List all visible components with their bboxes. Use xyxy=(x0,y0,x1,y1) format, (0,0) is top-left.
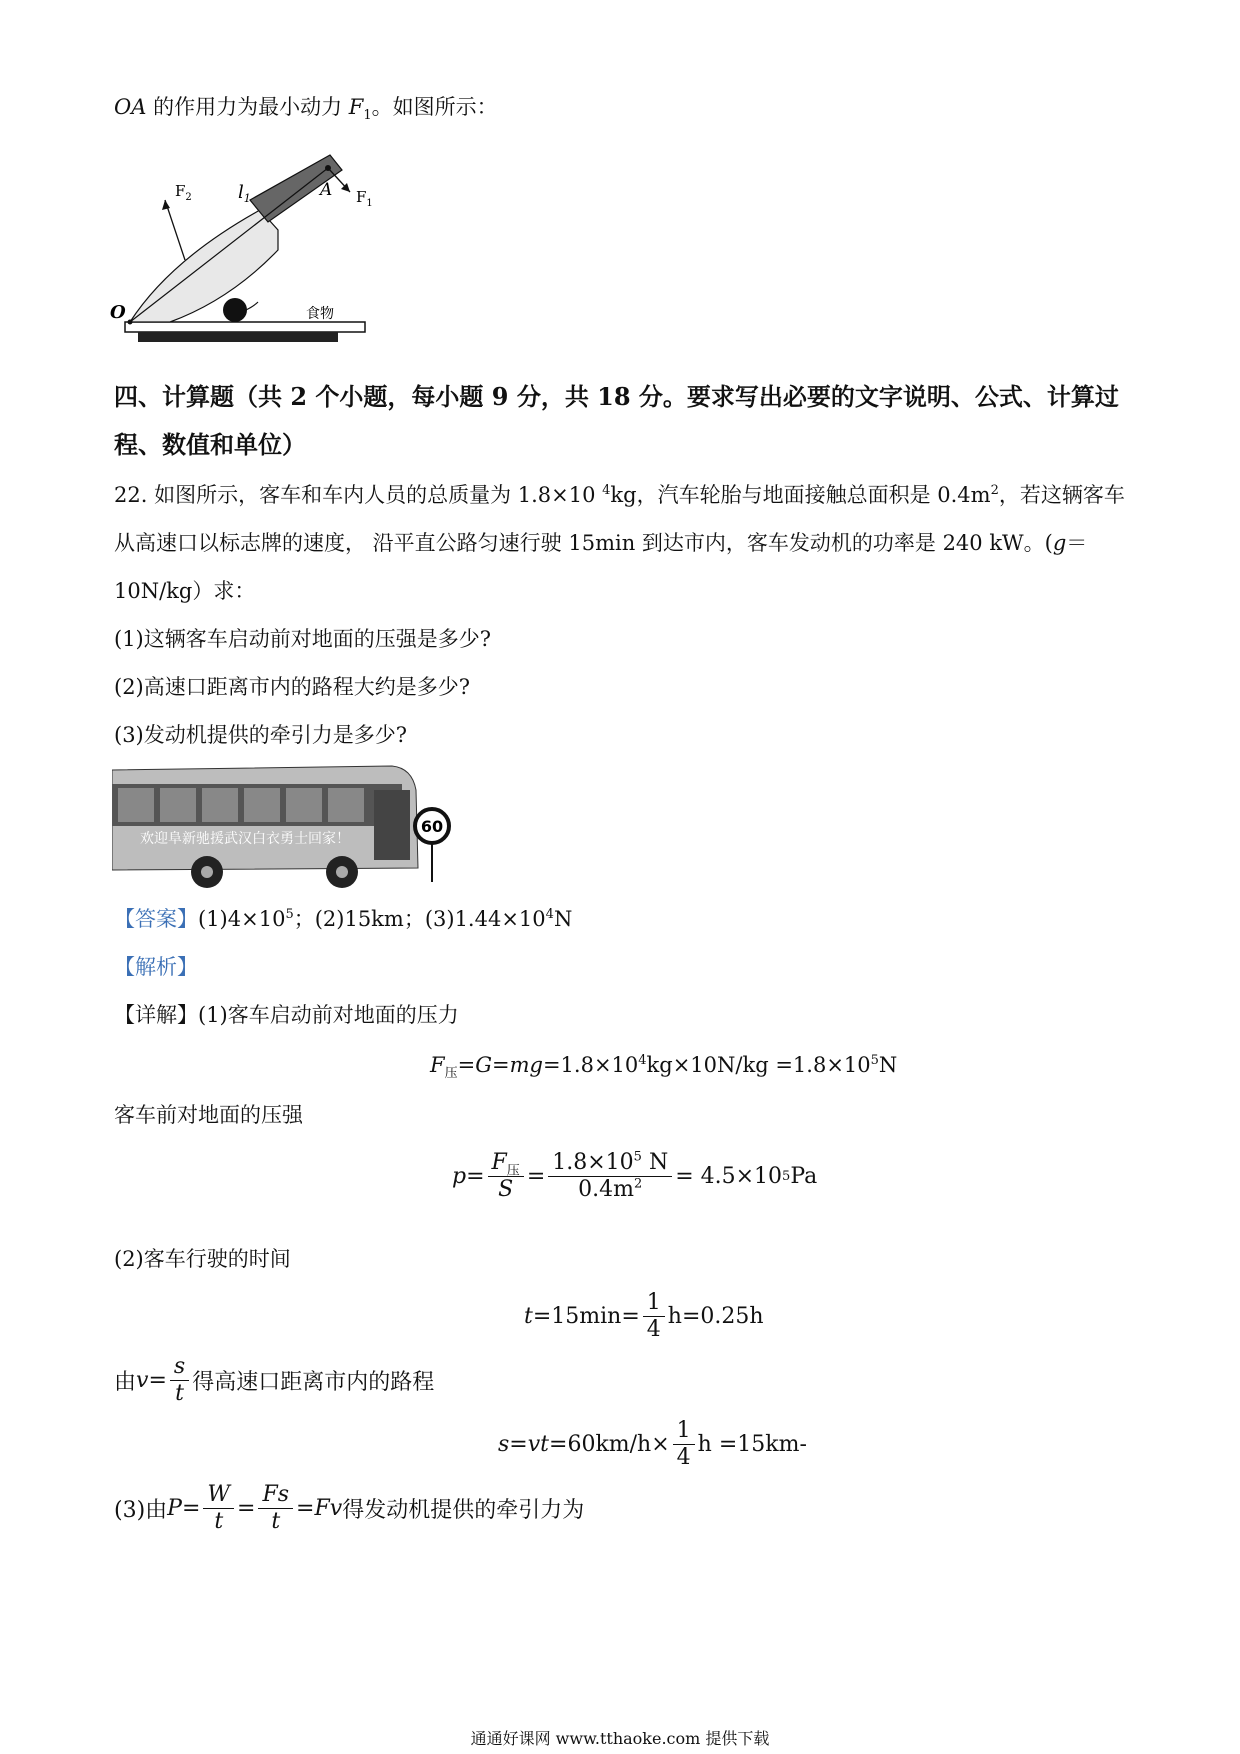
step5-n1: W xyxy=(203,1482,234,1509)
speed-sign-value: 60 xyxy=(420,817,444,836)
intro-line xyxy=(114,92,498,122)
bus-door xyxy=(374,790,410,860)
eq4-eq: = xyxy=(509,1432,528,1457)
step5-eq: = xyxy=(181,1496,201,1521)
step4-den: t xyxy=(175,1381,184,1406)
step5-eq2: = xyxy=(237,1496,256,1521)
knife-lever-figure xyxy=(110,150,430,350)
eq1-eq-b: = xyxy=(491,1053,510,1077)
step5-pre: (3)由 xyxy=(114,1498,168,1523)
eq1-val3: N xyxy=(878,1053,898,1077)
eq2-eq: = xyxy=(466,1164,485,1189)
question-1: (1)这辆客车启动前对地面的压强是多少? xyxy=(114,627,492,651)
eq2-frac2 xyxy=(548,1150,672,1203)
bus-banner: 欢迎阜新驰援武汉白衣勇士回家！ xyxy=(140,831,350,847)
intro-text: 的作用力为最小动力 xyxy=(146,95,349,119)
detail-step5 xyxy=(114,1482,584,1535)
step5-d2: t xyxy=(271,1509,281,1534)
eq4-den: 4 xyxy=(676,1445,691,1470)
step5-frac2 xyxy=(258,1482,293,1535)
f1-sub: 1 xyxy=(363,108,372,124)
eq3-den: 4 xyxy=(646,1317,661,1342)
answer-label: 【答案】 xyxy=(114,907,198,931)
point-o-dot xyxy=(128,320,133,325)
oa-line xyxy=(130,168,328,322)
eq3-frac xyxy=(643,1290,665,1343)
eq2-result-unit: Pa xyxy=(790,1164,818,1189)
step5-n2: Fs xyxy=(258,1482,293,1509)
oa-symbol: OA xyxy=(114,95,147,119)
eq2-num2-exp: 5 xyxy=(633,1149,642,1165)
g-symbol: g xyxy=(1052,531,1067,555)
step5-frac1 xyxy=(203,1482,234,1535)
eq2-p: p xyxy=(452,1164,467,1189)
eq2-eq2: = xyxy=(526,1164,546,1189)
step5-post: 得发动机提供的牵引力为 xyxy=(342,1498,585,1523)
answer-1-exp: 5 xyxy=(285,907,294,922)
problem-line1-a: 22. 如图所示，客车和车内人员的总质量为 1.8×10 xyxy=(114,483,603,507)
step4-post: 得高速口距离市内的路程 xyxy=(192,1370,435,1395)
page-footer: 通通好课网 www.tthaoke.com 提供下载 xyxy=(470,1729,770,1748)
eq1-mg: mg xyxy=(509,1053,543,1077)
answer-2: ；(2)15km；(3)1.44×10 xyxy=(293,907,546,931)
section-heading-line2: 程、数值和单位） xyxy=(114,430,306,459)
eq2-den-s: S xyxy=(498,1177,514,1202)
eq2-frac1 xyxy=(488,1150,524,1203)
eq1-val: =1.8×10 xyxy=(542,1053,639,1077)
problem-exp2: 2 xyxy=(990,483,999,498)
step4-frac xyxy=(170,1354,189,1407)
equation-2: p = $\frac{F_压}{S}$ = $\frac{1.8\times 10^5 N}{0.4m^2}$ = 4.5×10 5 Pa xyxy=(452,1149,818,1202)
cutting-board xyxy=(125,322,365,332)
answer-1: (1)4×10 xyxy=(198,907,286,931)
eq2-num-f: F xyxy=(491,1150,507,1175)
section-heading-line1: 四、计算题（共 2 个小题，每小题 9 分，共 18 分。要求写出必要的文字说明、公式、计算过 xyxy=(114,382,1119,411)
eq1-g: G xyxy=(475,1053,492,1077)
eq2-den2: 0.4m xyxy=(578,1177,635,1202)
equation-4 xyxy=(498,1418,807,1471)
detail-line1 xyxy=(114,1000,459,1030)
problem-line1-b: kg，汽车轮胎与地面接触总面积是 0.4m xyxy=(610,483,991,507)
step4-v: v xyxy=(136,1368,149,1393)
equation-1 xyxy=(430,1050,897,1080)
intro-end: 。如图所示： xyxy=(371,95,498,119)
detail-step4 xyxy=(114,1354,434,1407)
eq4-b: h =15km- xyxy=(697,1432,807,1457)
detail-step1: (1)客车启动前对地面的压力 xyxy=(198,1003,459,1027)
problem-line1-c: ，若这辆客车 xyxy=(998,483,1125,507)
f1-label: $F_1$ xyxy=(356,188,373,209)
eq1-f-sub: 压 xyxy=(444,1066,458,1082)
answer-line xyxy=(114,904,572,934)
eq4-num: 1 xyxy=(673,1418,695,1445)
problem-line2-end: ＝ xyxy=(1066,531,1088,555)
eq4-frac xyxy=(673,1418,695,1471)
problem-line1 xyxy=(114,480,1125,510)
eq1-eq-a: = xyxy=(457,1053,476,1077)
problem-exp1: 4 xyxy=(602,483,611,498)
eq2-result: = 4.5×10 xyxy=(675,1164,783,1189)
eq3-t: t xyxy=(524,1304,533,1329)
eq2-den2-exp: 2 xyxy=(634,1176,643,1192)
eq3-b: h=0.25h xyxy=(667,1304,764,1329)
problem-line3: 10N/kg）求： xyxy=(114,579,256,603)
board-base xyxy=(138,332,338,342)
detail-label: 【详解】 xyxy=(114,1003,198,1027)
eq2-num2: 1.8×10 xyxy=(552,1150,634,1175)
question-3: (3)发动机提供的牵引力是多少? xyxy=(114,723,408,747)
eq4-a: =60km/h× xyxy=(549,1432,670,1457)
food-label: 食物 xyxy=(306,306,334,322)
detail-step2: 客车前对地面的压强 xyxy=(114,1103,303,1127)
eq2-num2-unit: N xyxy=(641,1150,669,1175)
step4-eq: = xyxy=(148,1368,167,1393)
question-2: (2)高速口距离市内的路程大约是多少? xyxy=(114,675,471,699)
eq1-val2: kg×10N/kg =1.8×10 xyxy=(646,1053,871,1077)
eq1-exp1: 4 xyxy=(638,1053,647,1068)
l1-label: $l_1$ xyxy=(238,182,251,205)
food-ball xyxy=(223,298,247,322)
step5-p: P xyxy=(167,1496,182,1521)
f2-label: $F_2$ xyxy=(175,182,192,203)
equation-3 xyxy=(524,1290,764,1343)
eq3-a: =15min= xyxy=(532,1304,640,1329)
o-label: O xyxy=(110,302,126,323)
a-label: A xyxy=(320,180,333,200)
eq2-num-sub: 压 xyxy=(506,1163,520,1179)
problem-line2 xyxy=(114,528,1087,558)
answer-3-unit: N xyxy=(553,907,573,931)
f2-arrow-line xyxy=(165,200,185,260)
step5-d1: t xyxy=(214,1509,224,1534)
analysis-label: 【解析】 xyxy=(114,955,198,979)
eq4-vt: vt xyxy=(527,1432,550,1457)
food-stem xyxy=(246,302,258,310)
step4-num: s xyxy=(170,1354,189,1381)
eq1-exp2: 5 xyxy=(870,1053,879,1068)
bus-figure xyxy=(112,760,462,890)
f1-symbol: F xyxy=(348,95,364,119)
problem-line2-text: 从高速口以标志牌的速度， 沿平直公路匀速行驶 15min 到达市内，客车发动机的功率是 240 kW。( xyxy=(114,531,1053,555)
step4-pre: 由 xyxy=(114,1370,137,1395)
detail-step3: (2)客车行驶的时间 xyxy=(114,1247,291,1271)
answer-3-exp: 4 xyxy=(545,907,554,922)
eq1-f: F xyxy=(430,1053,445,1077)
eq3-num: 1 xyxy=(643,1290,665,1317)
eq4-s: s xyxy=(498,1432,510,1457)
step5-eq3: = xyxy=(296,1496,315,1521)
step5-fv: Fv xyxy=(314,1496,343,1521)
